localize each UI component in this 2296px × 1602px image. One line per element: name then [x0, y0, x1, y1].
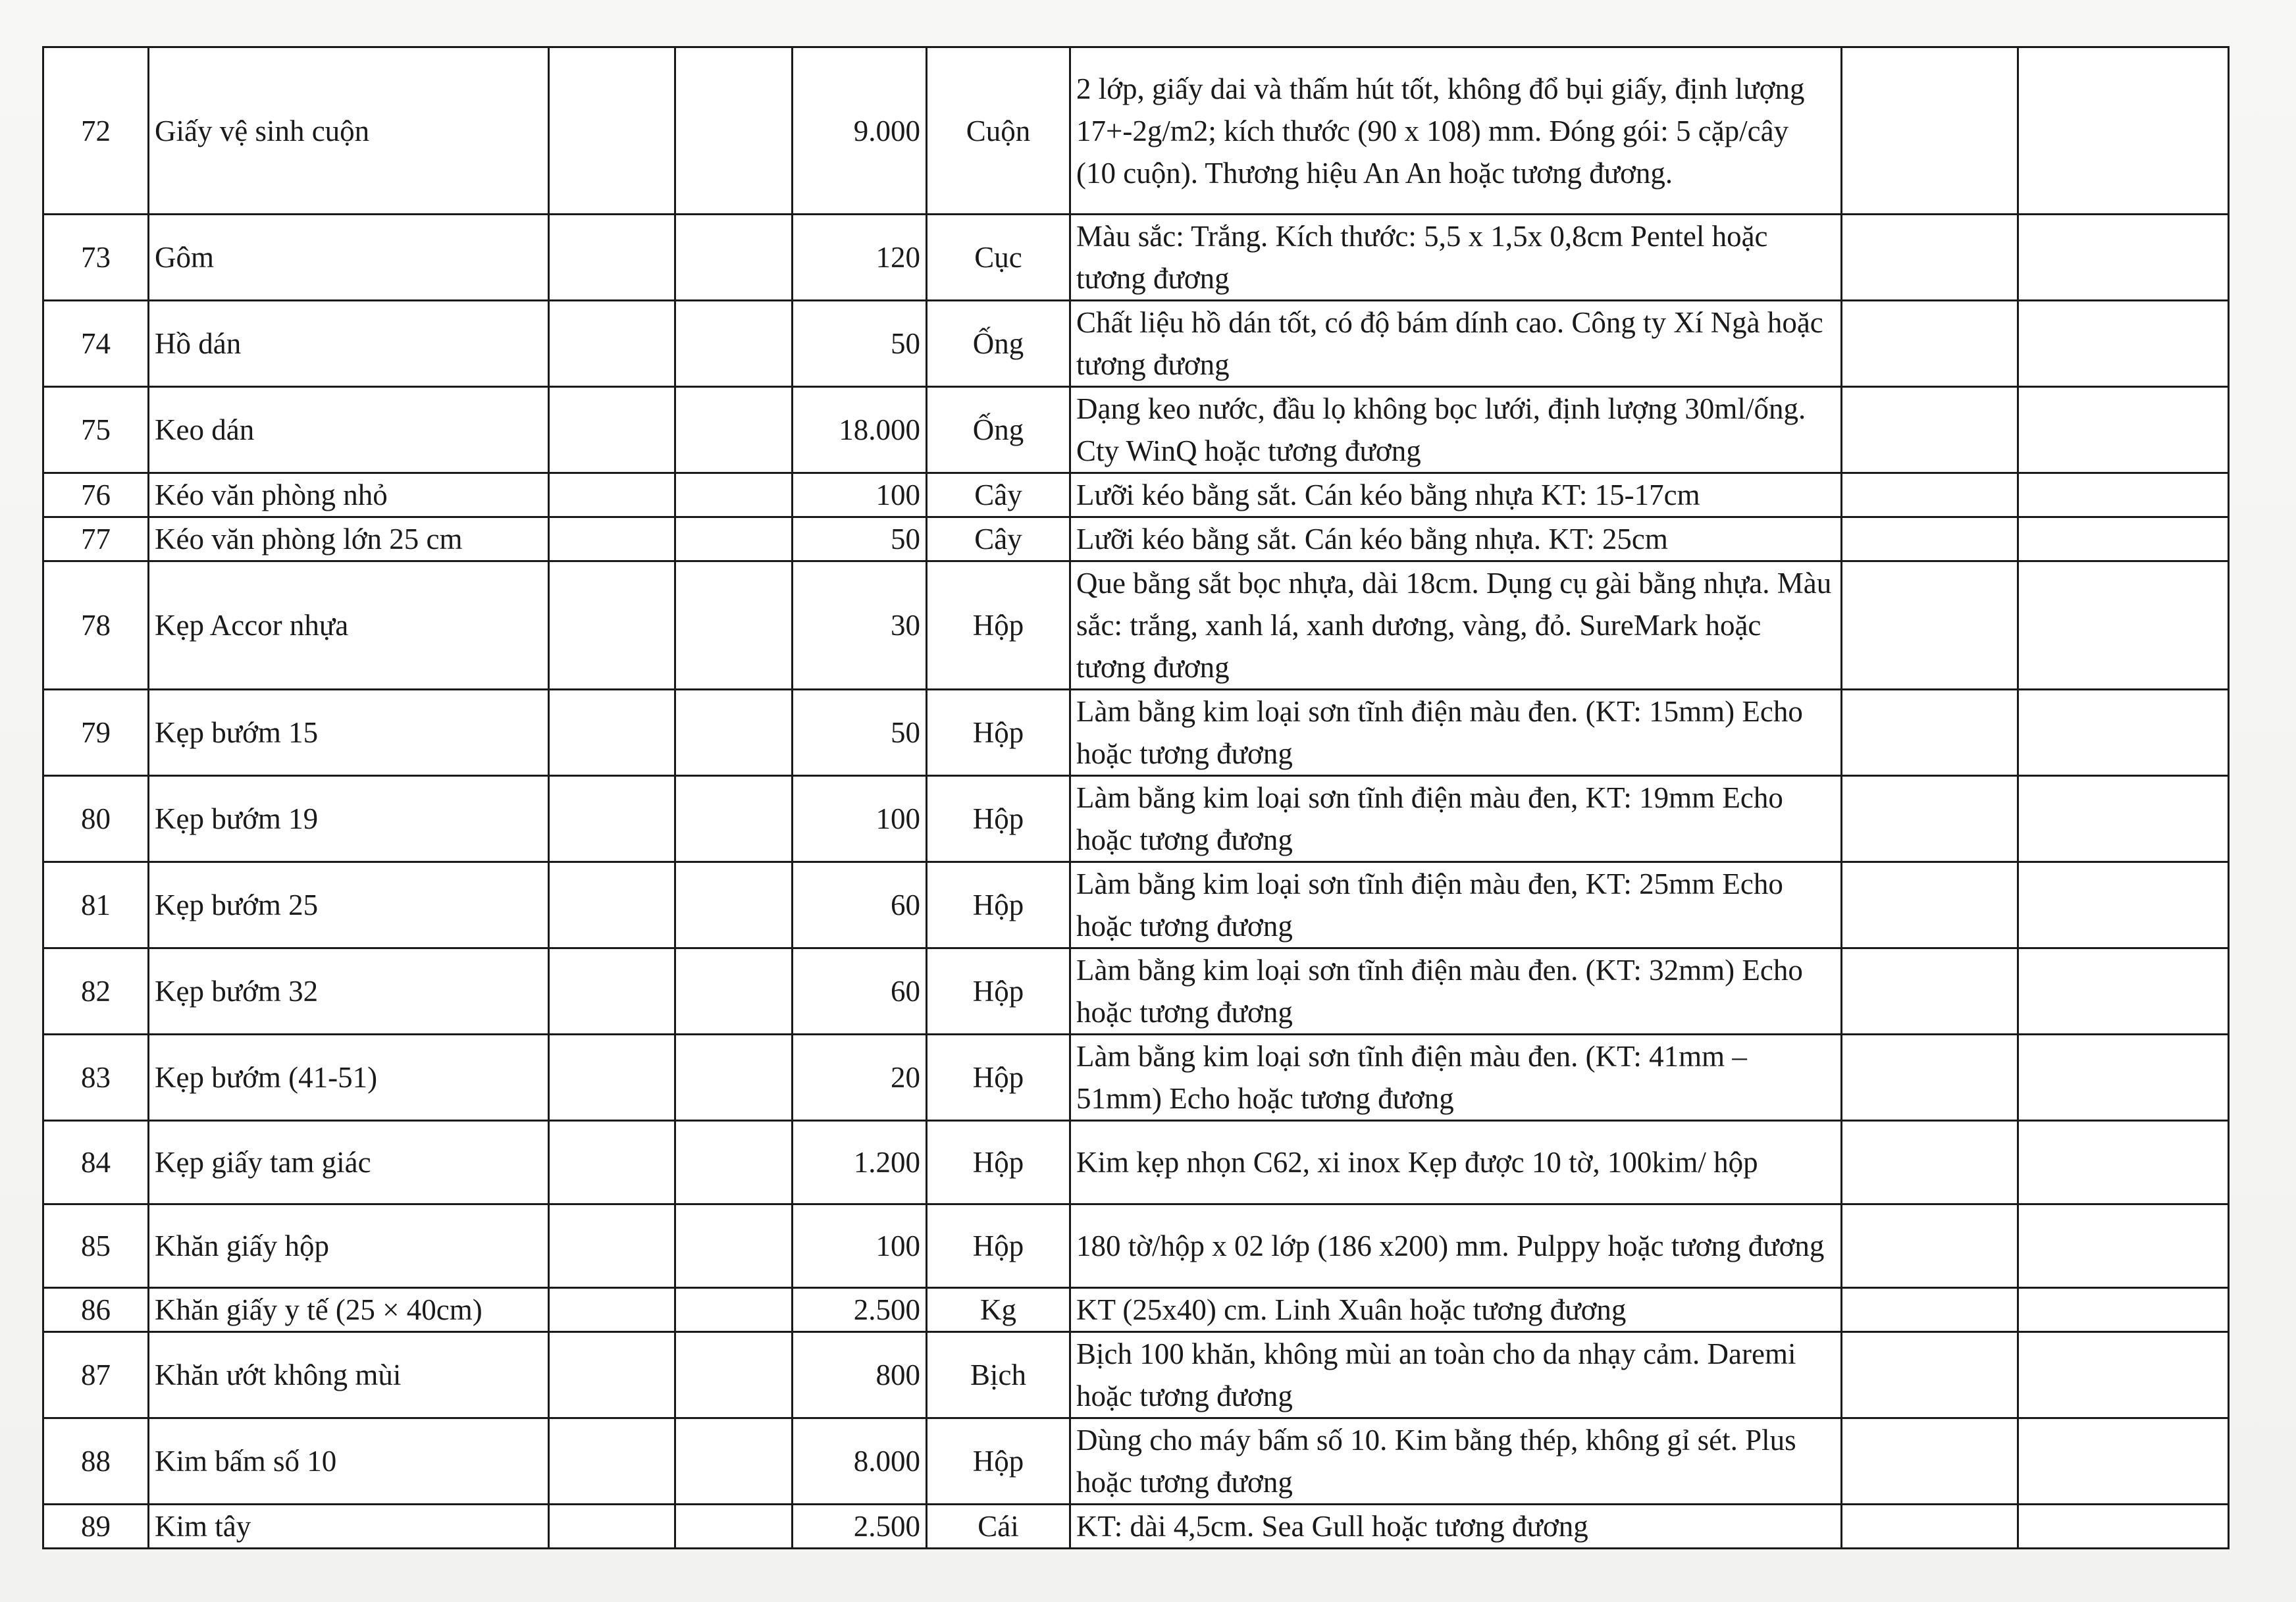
- specification-cell: Bịch 100 khăn, không mùi an toàn cho da nhạy cảm. Daremi hoặc tương đương: [1070, 1332, 1842, 1418]
- unit-cell: Hộp: [927, 776, 1070, 862]
- blank-cell-2: [675, 215, 793, 301]
- unit-cell: Hộp: [927, 1035, 1070, 1121]
- unit-cell: Hộp: [927, 948, 1070, 1035]
- table-row: [43, 1121, 2229, 1204]
- row-number-cell: 89: [43, 1505, 149, 1549]
- specification-cell: Làm bằng kim loại sơn tĩnh điện màu đen, KT: 25mm Echo hoặc tương đương: [1070, 862, 1842, 948]
- item-name-cell: Keo dán: [149, 387, 549, 473]
- row-number-cell: 86: [43, 1288, 149, 1332]
- blank-cell-1: [549, 1505, 675, 1549]
- row-number-cell: 83: [43, 1035, 149, 1121]
- table-row: [43, 301, 2229, 387]
- unit-cell: Bịch: [927, 1332, 1070, 1418]
- table-row: [43, 47, 2229, 215]
- item-name-cell: Kẹp bướm (41-51): [149, 1035, 549, 1121]
- blank-cell-1: [549, 1288, 675, 1332]
- blank-cell-2: [675, 1505, 793, 1549]
- specification-cell: Lưỡi kéo bằng sắt. Cán kéo bằng nhựa KT: 15-17cm: [1070, 473, 1842, 517]
- blank-cell-3: [1842, 517, 2018, 561]
- blank-cell-1: [549, 473, 675, 517]
- blank-cell-4: [2018, 862, 2229, 948]
- table-row: [43, 1035, 2229, 1121]
- blank-cell-2: [675, 1204, 793, 1288]
- blank-cell-4: [2018, 1035, 2229, 1121]
- specification-cell: 2 lớp, giấy dai và thấm hút tốt, không đổ bụi giấy, định lượng 17+-2g/m2; kích thước (90 x 108) mm. Đóng gói: 5 cặp/cây (10 cuộn). Thương hiệu An An hoặc tương đương.: [1070, 47, 1842, 215]
- specification-cell: Màu sắc: Trắng. Kích thước: 5,5 x 1,5x 0,8cm Pentel hoặc tương đương: [1070, 215, 1842, 301]
- blank-cell-3: [1842, 1035, 2018, 1121]
- specification-cell: Chất liệu hồ dán tốt, có độ bám dính cao. Công ty Xí Ngà hoặc tương đương: [1070, 301, 1842, 387]
- table-row: [43, 1505, 2229, 1549]
- blank-cell-3: [1842, 47, 2018, 215]
- item-name-cell: Kẹp giấy tam giác: [149, 1121, 549, 1204]
- quantity-cell: 9.000: [793, 47, 927, 215]
- table-row: [43, 561, 2229, 690]
- blank-cell-2: [675, 1418, 793, 1505]
- table-row: [43, 473, 2229, 517]
- blank-cell-4: [2018, 387, 2229, 473]
- table-row: [43, 776, 2229, 862]
- blank-cell-4: [2018, 948, 2229, 1035]
- specification-cell: Kim kẹp nhọn C62, xi inox Kẹp được 10 tờ, 100kim/ hộp: [1070, 1121, 1842, 1204]
- unit-cell: Hộp: [927, 1121, 1070, 1204]
- item-name-cell: Kẹp bướm 15: [149, 690, 549, 776]
- blank-cell-1: [549, 1121, 675, 1204]
- quantity-cell: 60: [793, 862, 927, 948]
- blank-cell-2: [675, 517, 793, 561]
- item-name-cell: Kéo văn phòng nhỏ: [149, 473, 549, 517]
- item-name-cell: Khăn giấy y tế (25 × 40cm): [149, 1288, 549, 1332]
- blank-cell-4: [2018, 473, 2229, 517]
- item-name-cell: Khăn giấy hộp: [149, 1204, 549, 1288]
- row-number-cell: 72: [43, 47, 149, 215]
- blank-cell-2: [675, 1035, 793, 1121]
- specification-cell: Lưỡi kéo bằng sắt. Cán kéo bằng nhựa. KT: 25cm: [1070, 517, 1842, 561]
- row-number-cell: 82: [43, 948, 149, 1035]
- blank-cell-2: [675, 561, 793, 690]
- blank-cell-4: [2018, 776, 2229, 862]
- unit-cell: Cây: [927, 517, 1070, 561]
- specification-cell: Dạng keo nước, đầu lọ không bọc lưới, định lượng 30ml/ống. Cty WinQ hoặc tương đương: [1070, 387, 1842, 473]
- unit-cell: Ống: [927, 387, 1070, 473]
- blank-cell-1: [549, 1332, 675, 1418]
- blank-cell-1: [549, 1204, 675, 1288]
- blank-cell-1: [549, 948, 675, 1035]
- blank-cell-1: [549, 776, 675, 862]
- row-number-cell: 80: [43, 776, 149, 862]
- item-name-cell: Hồ dán: [149, 301, 549, 387]
- table-row: [43, 1418, 2229, 1505]
- blank-cell-4: [2018, 47, 2229, 215]
- quantity-cell: 20: [793, 1035, 927, 1121]
- unit-cell: Cục: [927, 215, 1070, 301]
- blank-cell-4: [2018, 517, 2229, 561]
- quantity-cell: 60: [793, 948, 927, 1035]
- unit-cell: Cái: [927, 1505, 1070, 1549]
- row-number-cell: 84: [43, 1121, 149, 1204]
- blank-cell-1: [549, 301, 675, 387]
- blank-cell-2: [675, 387, 793, 473]
- blank-cell-2: [675, 47, 793, 215]
- table-row: [43, 1288, 2229, 1332]
- quantity-cell: 100: [793, 776, 927, 862]
- blank-cell-3: [1842, 776, 2018, 862]
- row-number-cell: 76: [43, 473, 149, 517]
- blank-cell-2: [675, 301, 793, 387]
- blank-cell-3: [1842, 387, 2018, 473]
- blank-cell-4: [2018, 690, 2229, 776]
- blank-cell-1: [549, 215, 675, 301]
- blank-cell-4: [2018, 301, 2229, 387]
- blank-cell-4: [2018, 1332, 2229, 1418]
- item-name-cell: Kim bấm số 10: [149, 1418, 549, 1505]
- specification-cell: Que bằng sắt bọc nhựa, dài 18cm. Dụng cụ gài bằng nhựa. Màu sắc: trắng, xanh lá, xanh dương, vàng, đỏ. SureMark hoặc tương đương: [1070, 561, 1842, 690]
- quantity-cell: 120: [793, 215, 927, 301]
- blank-cell-3: [1842, 1288, 2018, 1332]
- blank-cell-3: [1842, 561, 2018, 690]
- specification-cell: Làm bằng kim loại sơn tĩnh điện màu đen. (KT: 32mm) Echo hoặc tương đương: [1070, 948, 1842, 1035]
- quantity-cell: 2.500: [793, 1505, 927, 1549]
- table-row: [43, 1204, 2229, 1288]
- table-row: [43, 862, 2229, 948]
- blank-cell-1: [549, 47, 675, 215]
- quantity-cell: 50: [793, 301, 927, 387]
- blank-cell-2: [675, 690, 793, 776]
- blank-cell-3: [1842, 1505, 2018, 1549]
- blank-cell-2: [675, 1288, 793, 1332]
- blank-cell-3: [1842, 1418, 2018, 1505]
- specification-cell: Làm bằng kim loại sơn tĩnh điện màu đen, KT: 19mm Echo hoặc tương đương: [1070, 776, 1842, 862]
- quantity-cell: 1.200: [793, 1121, 927, 1204]
- blank-cell-4: [2018, 215, 2229, 301]
- blank-cell-2: [675, 1121, 793, 1204]
- row-number-cell: 73: [43, 215, 149, 301]
- unit-cell: Hộp: [927, 862, 1070, 948]
- blank-cell-2: [675, 473, 793, 517]
- blank-cell-3: [1842, 301, 2018, 387]
- row-number-cell: 74: [43, 301, 149, 387]
- blank-cell-3: [1842, 473, 2018, 517]
- quantity-cell: 8.000: [793, 1418, 927, 1505]
- table-row: [43, 690, 2229, 776]
- row-number-cell: 88: [43, 1418, 149, 1505]
- item-name-cell: Giấy vệ sinh cuộn: [149, 47, 549, 215]
- item-name-cell: Khăn ướt không mùi: [149, 1332, 549, 1418]
- blank-cell-3: [1842, 1204, 2018, 1288]
- unit-cell: Kg: [927, 1288, 1070, 1332]
- item-name-cell: Kéo văn phòng lớn 25 cm: [149, 517, 549, 561]
- unit-cell: Hộp: [927, 561, 1070, 690]
- table-row: [43, 387, 2229, 473]
- specification-cell: KT (25x40) cm. Linh Xuân hoặc tương đương: [1070, 1288, 1842, 1332]
- blank-cell-4: [2018, 561, 2229, 690]
- item-name-cell: Kim tây: [149, 1505, 549, 1549]
- blank-cell-3: [1842, 1121, 2018, 1204]
- supply-table: [42, 46, 2230, 1549]
- unit-cell: Hộp: [927, 1204, 1070, 1288]
- row-number-cell: 85: [43, 1204, 149, 1288]
- specification-cell: Dùng cho máy bấm số 10. Kim bằng thép, không gỉ sét. Plus hoặc tương đương: [1070, 1418, 1842, 1505]
- blank-cell-4: [2018, 1418, 2229, 1505]
- item-name-cell: Kẹp bướm 32: [149, 948, 549, 1035]
- specification-cell: KT: dài 4,5cm. Sea Gull hoặc tương đương: [1070, 1505, 1842, 1549]
- blank-cell-2: [675, 948, 793, 1035]
- item-name-cell: Kẹp Accor nhựa: [149, 561, 549, 690]
- quantity-cell: 50: [793, 517, 927, 561]
- blank-cell-3: [1842, 215, 2018, 301]
- blank-cell-3: [1842, 690, 2018, 776]
- blank-cell-4: [2018, 1288, 2229, 1332]
- blank-cell-3: [1842, 948, 2018, 1035]
- blank-cell-4: [2018, 1121, 2229, 1204]
- item-name-cell: Kẹp bướm 25: [149, 862, 549, 948]
- specification-cell: 180 tờ/hộp x 02 lớp (186 x200) mm. Pulppy hoặc tương đương: [1070, 1204, 1842, 1288]
- blank-cell-4: [2018, 1505, 2229, 1549]
- specification-cell: Làm bằng kim loại sơn tĩnh điện màu đen. (KT: 41mm – 51mm) Echo hoặc tương đương: [1070, 1035, 1842, 1121]
- quantity-cell: 50: [793, 690, 927, 776]
- row-number-cell: 78: [43, 561, 149, 690]
- row-number-cell: 75: [43, 387, 149, 473]
- blank-cell-1: [549, 1035, 675, 1121]
- quantity-cell: 18.000: [793, 387, 927, 473]
- blank-cell-1: [549, 387, 675, 473]
- blank-cell-1: [549, 517, 675, 561]
- item-name-cell: Gôm: [149, 215, 549, 301]
- unit-cell: Ống: [927, 301, 1070, 387]
- quantity-cell: 100: [793, 1204, 927, 1288]
- unit-cell: Hộp: [927, 1418, 1070, 1505]
- unit-cell: Cây: [927, 473, 1070, 517]
- table-row: [43, 948, 2229, 1035]
- blank-cell-3: [1842, 1332, 2018, 1418]
- blank-cell-1: [549, 1418, 675, 1505]
- row-number-cell: 79: [43, 690, 149, 776]
- specification-cell: Làm bằng kim loại sơn tĩnh điện màu đen. (KT: 15mm) Echo hoặc tương đương: [1070, 690, 1842, 776]
- unit-cell: Cuộn: [927, 47, 1070, 215]
- blank-cell-1: [549, 690, 675, 776]
- blank-cell-1: [549, 561, 675, 690]
- item-name-cell: Kẹp bướm 19: [149, 776, 549, 862]
- blank-cell-4: [2018, 1204, 2229, 1288]
- blank-cell-2: [675, 862, 793, 948]
- table-row: [43, 215, 2229, 301]
- blank-cell-3: [1842, 862, 2018, 948]
- blank-cell-2: [675, 1332, 793, 1418]
- table-row: [43, 517, 2229, 561]
- quantity-cell: 30: [793, 561, 927, 690]
- quantity-cell: 100: [793, 473, 927, 517]
- table-row: [43, 1332, 2229, 1418]
- quantity-cell: 2.500: [793, 1288, 927, 1332]
- row-number-cell: 77: [43, 517, 149, 561]
- quantity-cell: 800: [793, 1332, 927, 1418]
- blank-cell-2: [675, 776, 793, 862]
- unit-cell: Hộp: [927, 690, 1070, 776]
- blank-cell-1: [549, 862, 675, 948]
- row-number-cell: 81: [43, 862, 149, 948]
- row-number-cell: 87: [43, 1332, 149, 1418]
